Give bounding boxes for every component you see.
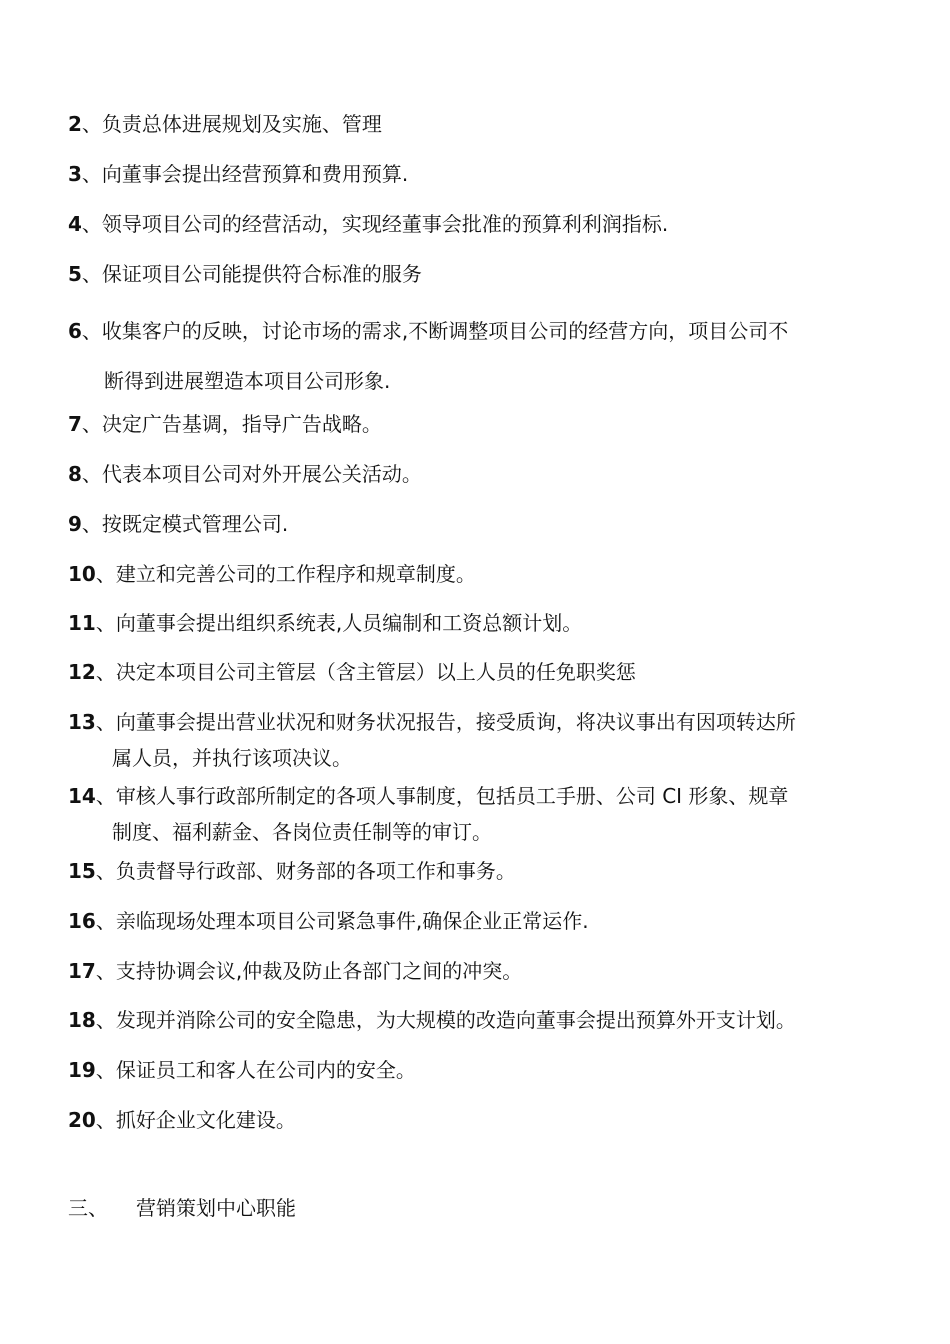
list-item (68, 903, 898, 939)
list-item (68, 106, 898, 142)
item-text: 、抓好企业文化建设。 (95, 1108, 296, 1132)
list-item (68, 1102, 898, 1138)
item-number: 12 (68, 660, 96, 684)
item-text-continued: 断得到进展塑造本项目公司形象. (104, 369, 391, 393)
item-text: 、负责总体进展规划及实施、管理 (81, 112, 382, 136)
section-number: 三、 (68, 1196, 108, 1220)
item-number: 6 (68, 319, 82, 343)
list-item (68, 953, 898, 989)
section-title: 营销策划中心职能 (136, 1196, 296, 1220)
list-item (68, 456, 898, 492)
list-item (68, 704, 898, 776)
item-number: 19 (68, 1058, 96, 1082)
item-number: 2 (68, 112, 82, 136)
item-text: 、决定广告基调，指导广告战略。 (81, 412, 382, 436)
item-text: 、向董事会提出组织系统表,人员编制和工资总额计划。 (95, 611, 583, 635)
item-text: 、按既定模式管理公司. (81, 512, 289, 536)
item-text: 、保证员工和客人在公司内的安全。 (95, 1058, 416, 1082)
item-number: 17 (68, 959, 96, 983)
item-text: 、向董事会提出经营预算和费用预算. (81, 162, 409, 186)
list-item (68, 778, 898, 850)
item-number: 4 (68, 212, 82, 236)
item-text: 、发现并消除公司的安全隐患，为大规模的改造向董事会提出预算外开支计划。 (95, 1008, 796, 1032)
item-text: 、审核人事行政部所制定的各项人事制度，包括员工手册、公司 CI 形象、规章 (95, 784, 789, 808)
list-item (68, 406, 898, 442)
list-item (68, 506, 898, 542)
item-number: 16 (68, 909, 96, 933)
list-item (68, 206, 898, 242)
item-number: 20 (68, 1108, 96, 1132)
list-item (68, 156, 898, 192)
item-text: 、保证项目公司能提供符合标准的服务 (81, 262, 422, 286)
item-text: 、领导项目公司的经营活动，实现经董事会批准的预算利利润指标. (81, 212, 669, 236)
item-number: 7 (68, 412, 82, 436)
item-text: 、支持协调会议,仲裁及防止各部门之间的冲突。 (95, 959, 523, 983)
list-item (68, 654, 898, 690)
item-number: 9 (68, 512, 82, 536)
list-item (68, 853, 898, 889)
list-item (68, 1002, 898, 1038)
item-text: 、收集客户的反映，讨论市场的需求,不断调整项目公司的经营方向，项目公司不 (81, 319, 789, 343)
item-text: 、代表本项目公司对外开展公关活动。 (81, 462, 422, 486)
list-item (68, 556, 898, 592)
item-number: 13 (68, 710, 96, 734)
item-text: 、决定本项目公司主管层（含主管层）以上人员的任免职奖惩 (95, 660, 636, 684)
list-item (68, 256, 898, 292)
item-number: 11 (68, 611, 96, 635)
item-number: 8 (68, 462, 82, 486)
item-text: 、建立和完善公司的工作程序和规章制度。 (95, 562, 476, 586)
list-item (68, 605, 898, 641)
list-item (68, 1052, 898, 1088)
item-number: 18 (68, 1008, 96, 1032)
list-item (68, 306, 898, 406)
item-number: 3 (68, 162, 82, 186)
section-heading (68, 1190, 296, 1226)
item-text-continued: 制度、福利薪金、各岗位责任制等的审订。 (112, 820, 492, 844)
item-number: 14 (68, 784, 96, 808)
item-text-continued: 属人员，并执行该项决议。 (112, 746, 352, 770)
item-number: 15 (68, 859, 96, 883)
item-text: 、向董事会提出营业状况和财务状况报告，接受质询，将决议事出有因项转达所 (95, 710, 796, 734)
item-number: 5 (68, 262, 82, 286)
item-number: 10 (68, 562, 96, 586)
item-text: 、负责督导行政部、财务部的各项工作和事务。 (95, 859, 516, 883)
item-text: 、亲临现场处理本项目公司紧急事件,确保企业正常运作. (95, 909, 589, 933)
